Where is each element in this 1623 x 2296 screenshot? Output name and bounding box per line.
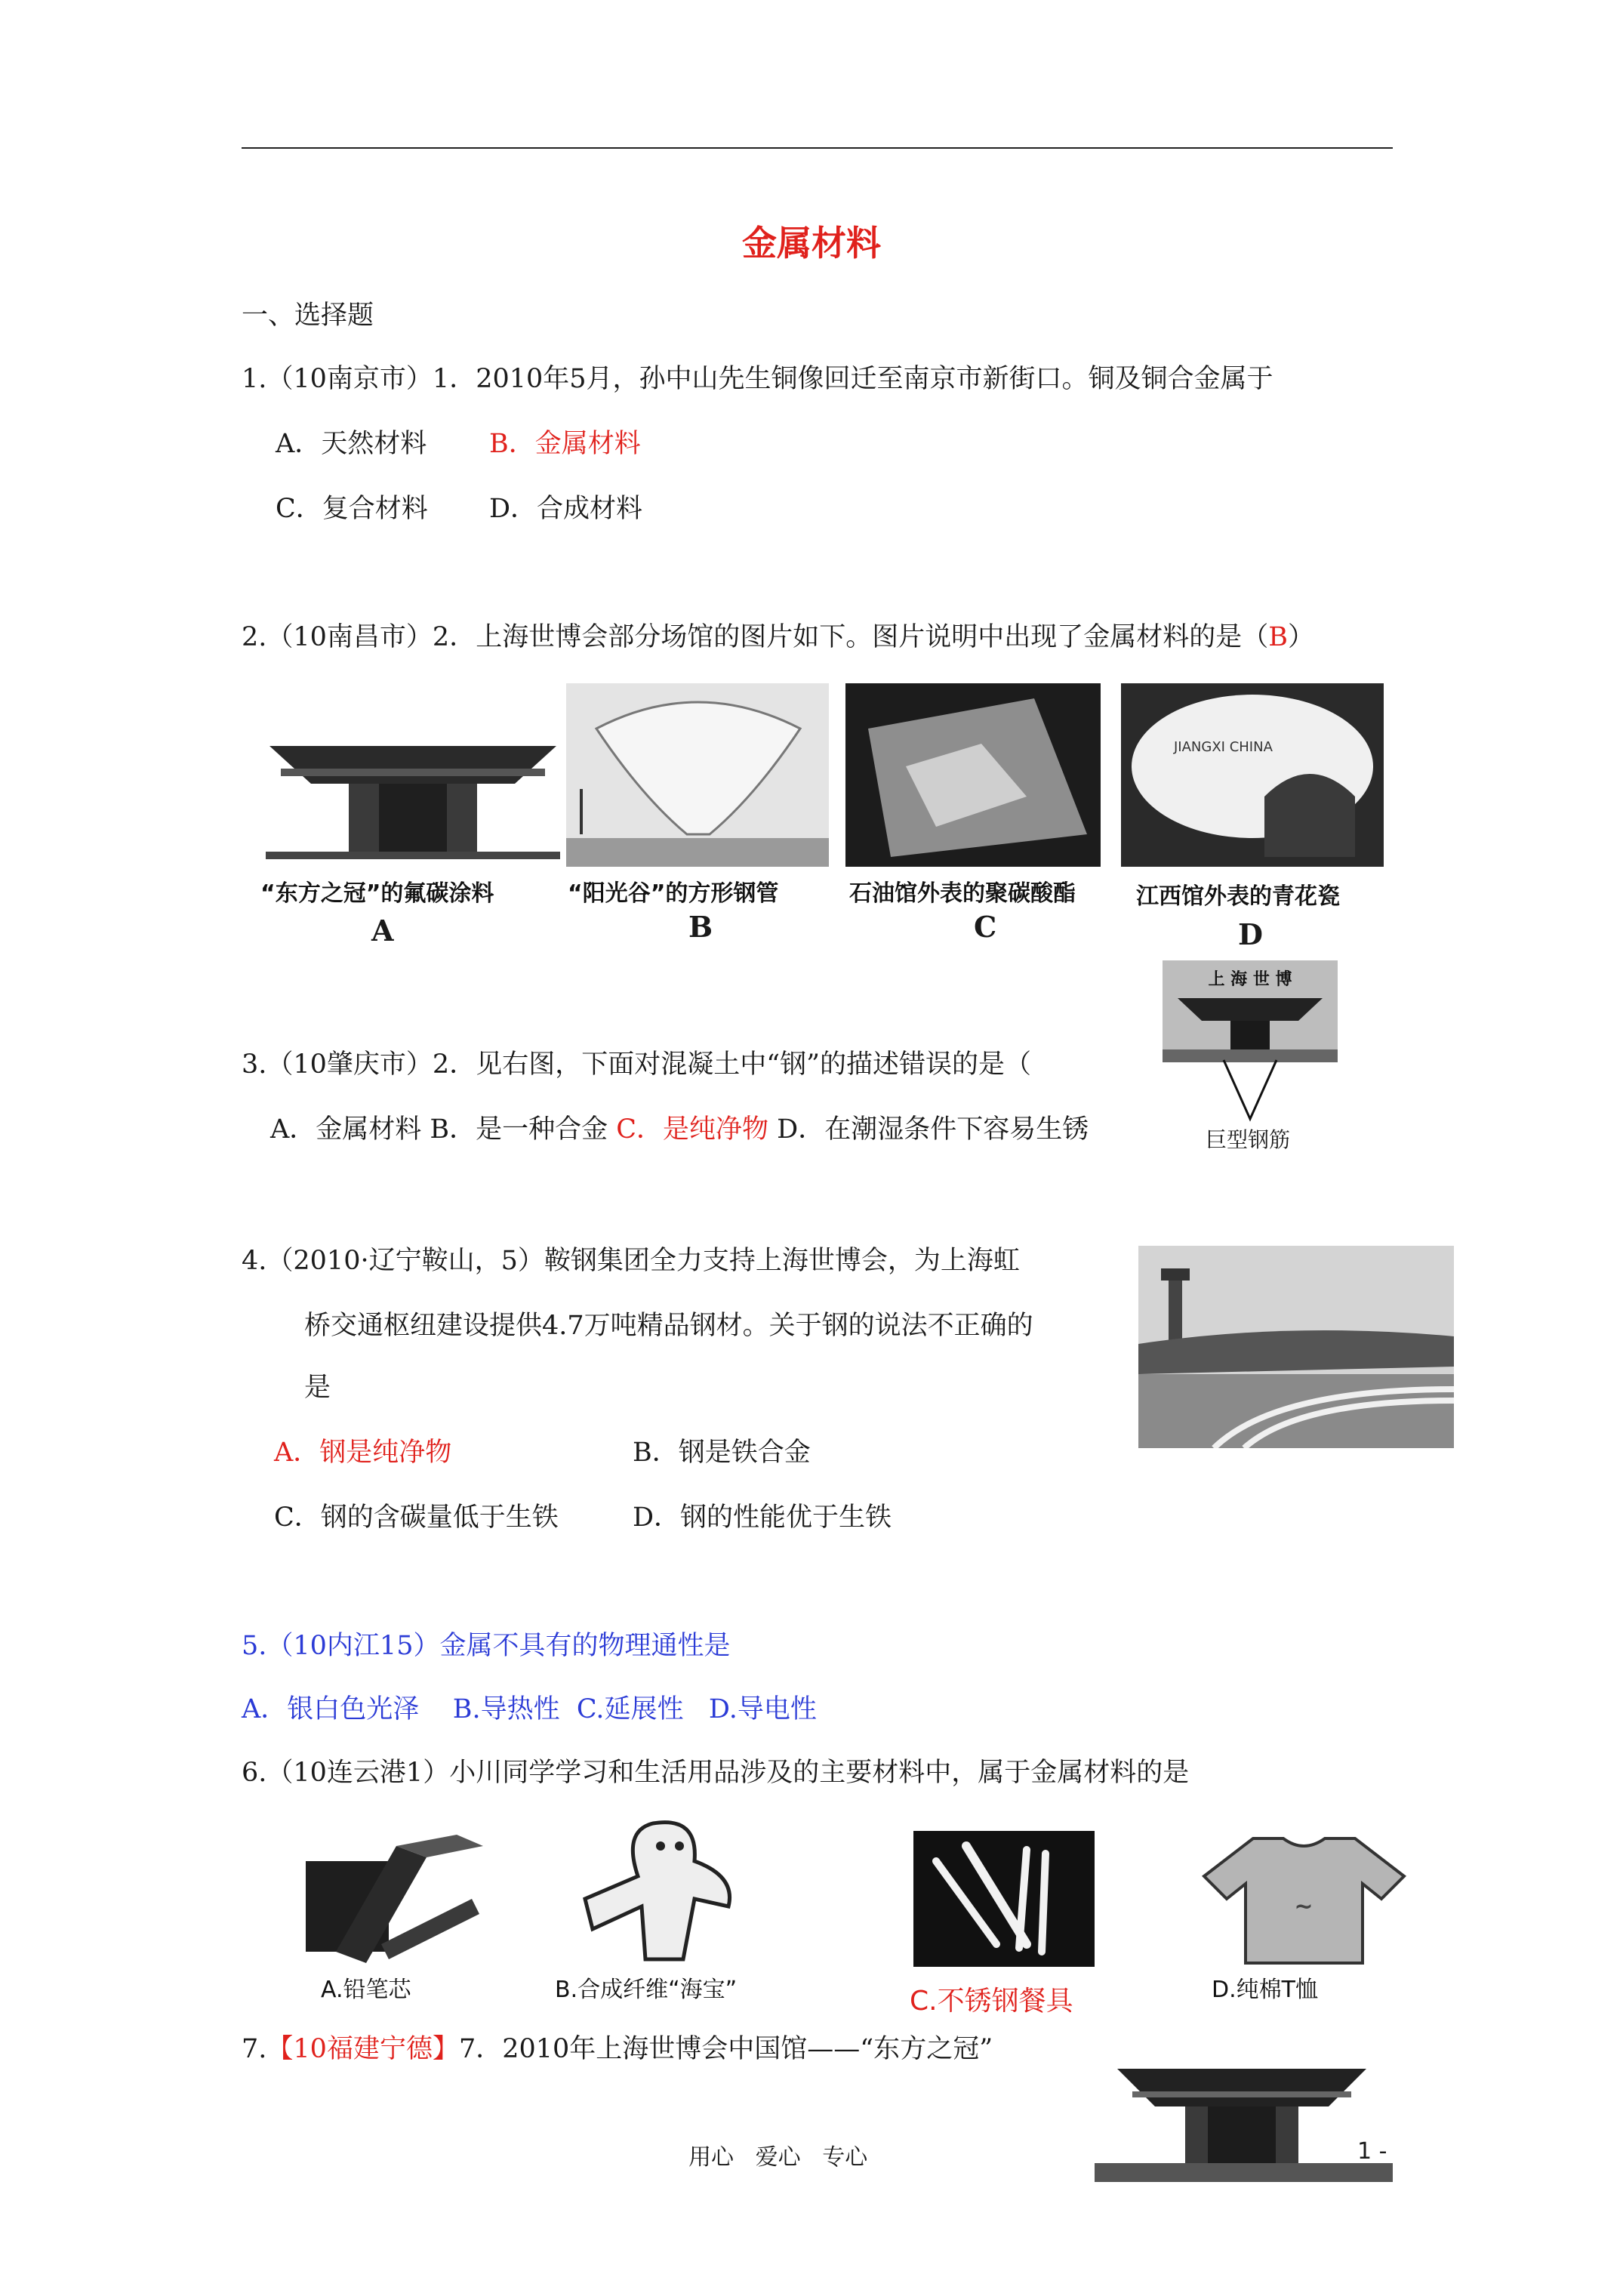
q6-caption-d: D.纯棉T恤 [1212, 1977, 1318, 2003]
q5-options: A．银白色光泽 B.导热性 C.延展性 D.导电性 [242, 1694, 817, 1724]
q3-arrow [1220, 1059, 1280, 1126]
q1-option-d: D．合成材料 [489, 494, 643, 524]
q2-letter-a: A [371, 914, 394, 948]
q5-stem: 5.（10内江15）金属不具有的物理通性是 [242, 1631, 731, 1661]
q3-options [270, 1113, 1089, 1146]
q2-caption-c: 石油馆外表的聚碳酸酯 [849, 880, 1076, 907]
q4-line2: 桥交通枢纽建设提供4.7万吨精品钢材。关于钢的说法不正确的 [304, 1311, 1033, 1341]
header-rule [242, 147, 1393, 149]
q3-stem: 3.（10肇庆市）2．见右图，下面对混凝土中“钢”的描述错误的是（ [242, 1049, 1031, 1080]
q4-option-d: D．钢的性能优于生铁 [633, 1502, 892, 1533]
q3-image [1163, 960, 1338, 1062]
q2-answer: B [1268, 622, 1288, 652]
q6-image-b [570, 1816, 751, 1967]
footer-motto: 用心 爱心 专心 [688, 2144, 868, 2171]
q2-caption-d: 江西馆外表的青花瓷 [1136, 883, 1340, 910]
section-heading: 一、选择题 [242, 300, 374, 331]
q6-caption-c: C.不锈钢餐具 [910, 1986, 1073, 2017]
q7-number: 7. [242, 2034, 267, 2064]
page-title: 金属材料 [742, 223, 881, 264]
q3-image-top-text: 上 海 世 博 [1208, 970, 1292, 989]
q7-source: 【10福建宁德】 [266, 2034, 459, 2064]
q6-image-c [913, 1831, 1095, 1967]
q3-option-d: D．在潮湿条件下容易生锈 [777, 1114, 1089, 1145]
q2-image-c [845, 683, 1101, 867]
page-number: 1 - [1357, 2138, 1387, 2165]
q2-image-a [266, 686, 560, 859]
q6-image-a [306, 1831, 491, 1963]
q2-stem-text: 2.（10南昌市）2．上海世博会部分场馆的图片如下。图片说明中出现了金属材料的是（ [242, 622, 1269, 652]
q3-options-ab: A．金属材料 B．是一种合金 [270, 1114, 617, 1145]
q1-option-a: A．天然材料 [276, 429, 427, 459]
q6-stem: 6.（10连云港1）小川同学学习和生活用品涉及的主要材料中，属于金属材料的是 [242, 1758, 1190, 1788]
q4-image [1138, 1246, 1454, 1448]
q7-stem-text: 7．2010年上海世博会中国馆——“东方之冠” [458, 2034, 993, 2064]
q2-letter-b: B [688, 910, 713, 944]
q2-image-b [566, 683, 829, 867]
q6-caption-b: B.合成纤维“海宝” [555, 1977, 738, 2003]
q1-option-b: B．金属材料 [489, 429, 641, 459]
q2-letter-c: C [974, 910, 997, 944]
q2-caption-a: “东方之冠”的氟碳涂料 [260, 880, 494, 907]
q6-image-d [1200, 1831, 1408, 1967]
q3-option-c: C．是纯净物 [616, 1114, 778, 1145]
q4-option-b: B．钢是铁合金 [633, 1438, 811, 1468]
q4-line3: 是 [304, 1373, 331, 1403]
q4-line1: 4.（2010·辽宁鞍山，5）鞍钢集团全力支持上海世博会，为上海虹 [242, 1246, 1020, 1276]
q2-stem [242, 621, 1314, 654]
svg-text:~: ~ [1294, 1894, 1313, 1920]
q2-close-paren: ） [1287, 622, 1314, 652]
q7-image [1095, 2039, 1393, 2182]
q1-stem: 1.（10南京市）1．2010年5月，孙中山先生铜像回迁至南京市新街口。铜及铜合金属于 [242, 364, 1273, 394]
q2-caption-b: “阳光谷”的方形钢管 [568, 880, 779, 907]
q6-caption-a: A.铅笔芯 [321, 1977, 411, 2003]
q2-image-d [1121, 683, 1384, 867]
q4-option-c: C．钢的含碳量低于生铁 [274, 1502, 559, 1533]
q1-option-c: C．复合材料 [276, 494, 428, 524]
q2-letter-d: D [1238, 917, 1263, 951]
q2-image-d-text: JIANGXI CHINA [1174, 739, 1273, 755]
q7-stem [242, 2032, 993, 2066]
q3-image-caption: 巨型钢筋 [1206, 1127, 1291, 1152]
q4-option-a: A．钢是纯净物 [274, 1438, 452, 1468]
